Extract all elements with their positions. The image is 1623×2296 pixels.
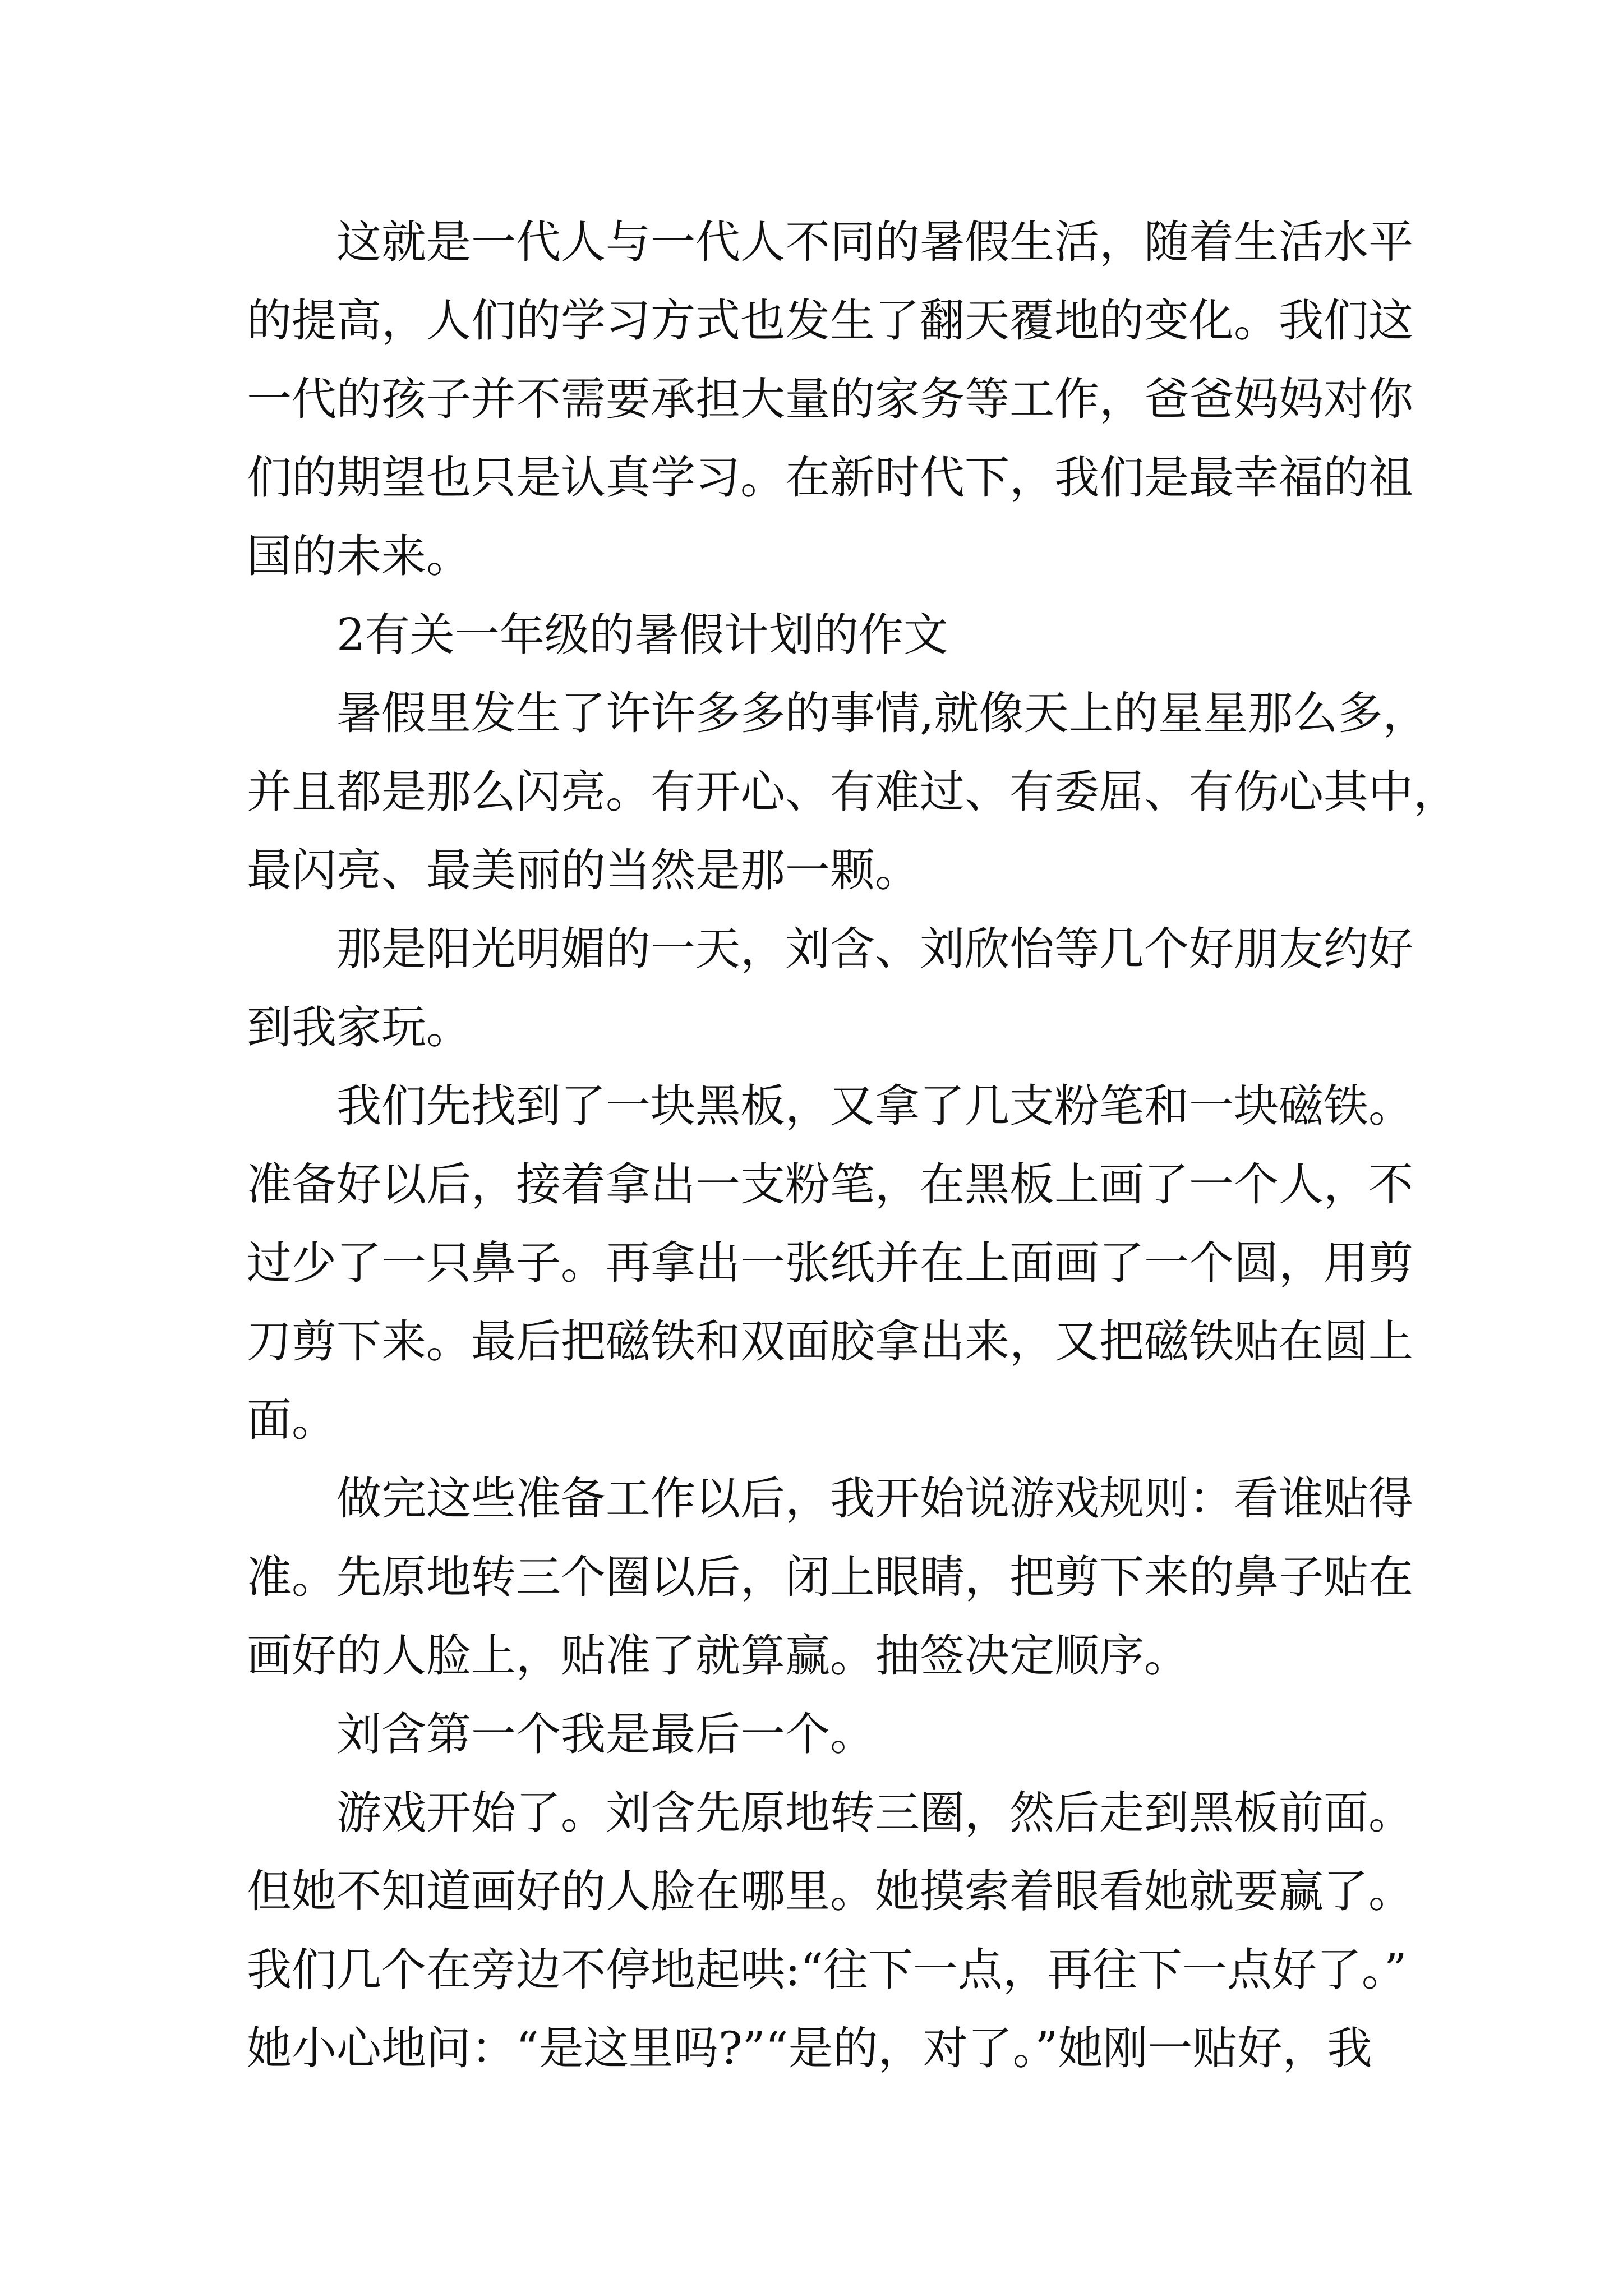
text-line: 们的期望也只是认真学习。在新时代下，我们是最幸福的祖 — [247, 452, 1413, 504]
section-heading: 2有关一年级的暑假计划的作文 — [336, 609, 948, 661]
text-line: 那是阳光明媚的一天，刘含、刘欣怡等几个好朋友约好 — [336, 923, 1413, 975]
text-line: 最闪亮、最美丽的当然是那一颗。 — [247, 844, 920, 896]
text-line: 并且都是那么闪亮。有开心、有难过、有委屈、有伤心其中， — [247, 766, 1458, 818]
text-line: 画好的人脸上，贴准了就算赢。抽签决定顺序。 — [247, 1630, 1189, 1682]
text-line: 但她不知道画好的人脸在哪里。她摸索着眼看她就要赢了。 — [247, 1865, 1413, 1917]
text-line: 国的未来。 — [247, 530, 471, 582]
text-line: 她小心地问：“是这里吗?”“是的，对了。”她刚一贴好，我 — [247, 2022, 1372, 2074]
text-line: 这就是一代人与一代人不同的暑假生活，随着生活水平 — [336, 216, 1413, 268]
text-line: 的提高，人们的学习方式也发生了翻天覆地的变化。我们这 — [247, 295, 1413, 347]
text-line: 一代的孩子并不需要承担大量的家务等工作，爸爸妈妈对你 — [247, 373, 1413, 425]
text-line: 我们几个在旁边不停地起哄:“往下一点，再往下一点好了。” — [247, 1944, 1407, 1996]
text-line: 到我家玩。 — [247, 1001, 471, 1053]
text-line: 刘含第一个我是最后一个。 — [336, 1708, 875, 1760]
text-line: 游戏开始了。刘含先原地转三圈，然后走到黑板前面。 — [336, 1787, 1413, 1839]
text-line: 准备好以后，接着拿出一支粉笔，在黑板上画了一个人，不 — [247, 1158, 1413, 1211]
text-line: 做完这些准备工作以后，我开始说游戏规则：看谁贴得 — [336, 1473, 1413, 1525]
text-line: 暑假里发生了许许多多的事情,就像天上的星星那么多， — [336, 687, 1428, 739]
text-line: 准。先原地转三个圈以后，闭上眼睛，把剪下来的鼻子贴在 — [247, 1551, 1413, 1603]
text-line: 刀剪下来。最后把磁铁和双面胶拿出来，又把磁铁贴在圆上 — [247, 1315, 1413, 1368]
text-line: 过少了一只鼻子。再拿出一张纸并在上面画了一个圆，用剪 — [247, 1237, 1413, 1289]
text-line: 面。 — [247, 1394, 336, 1446]
text-line: 我们先找到了一块黑板，又拿了几支粉笔和一块磁铁。 — [336, 1080, 1413, 1132]
